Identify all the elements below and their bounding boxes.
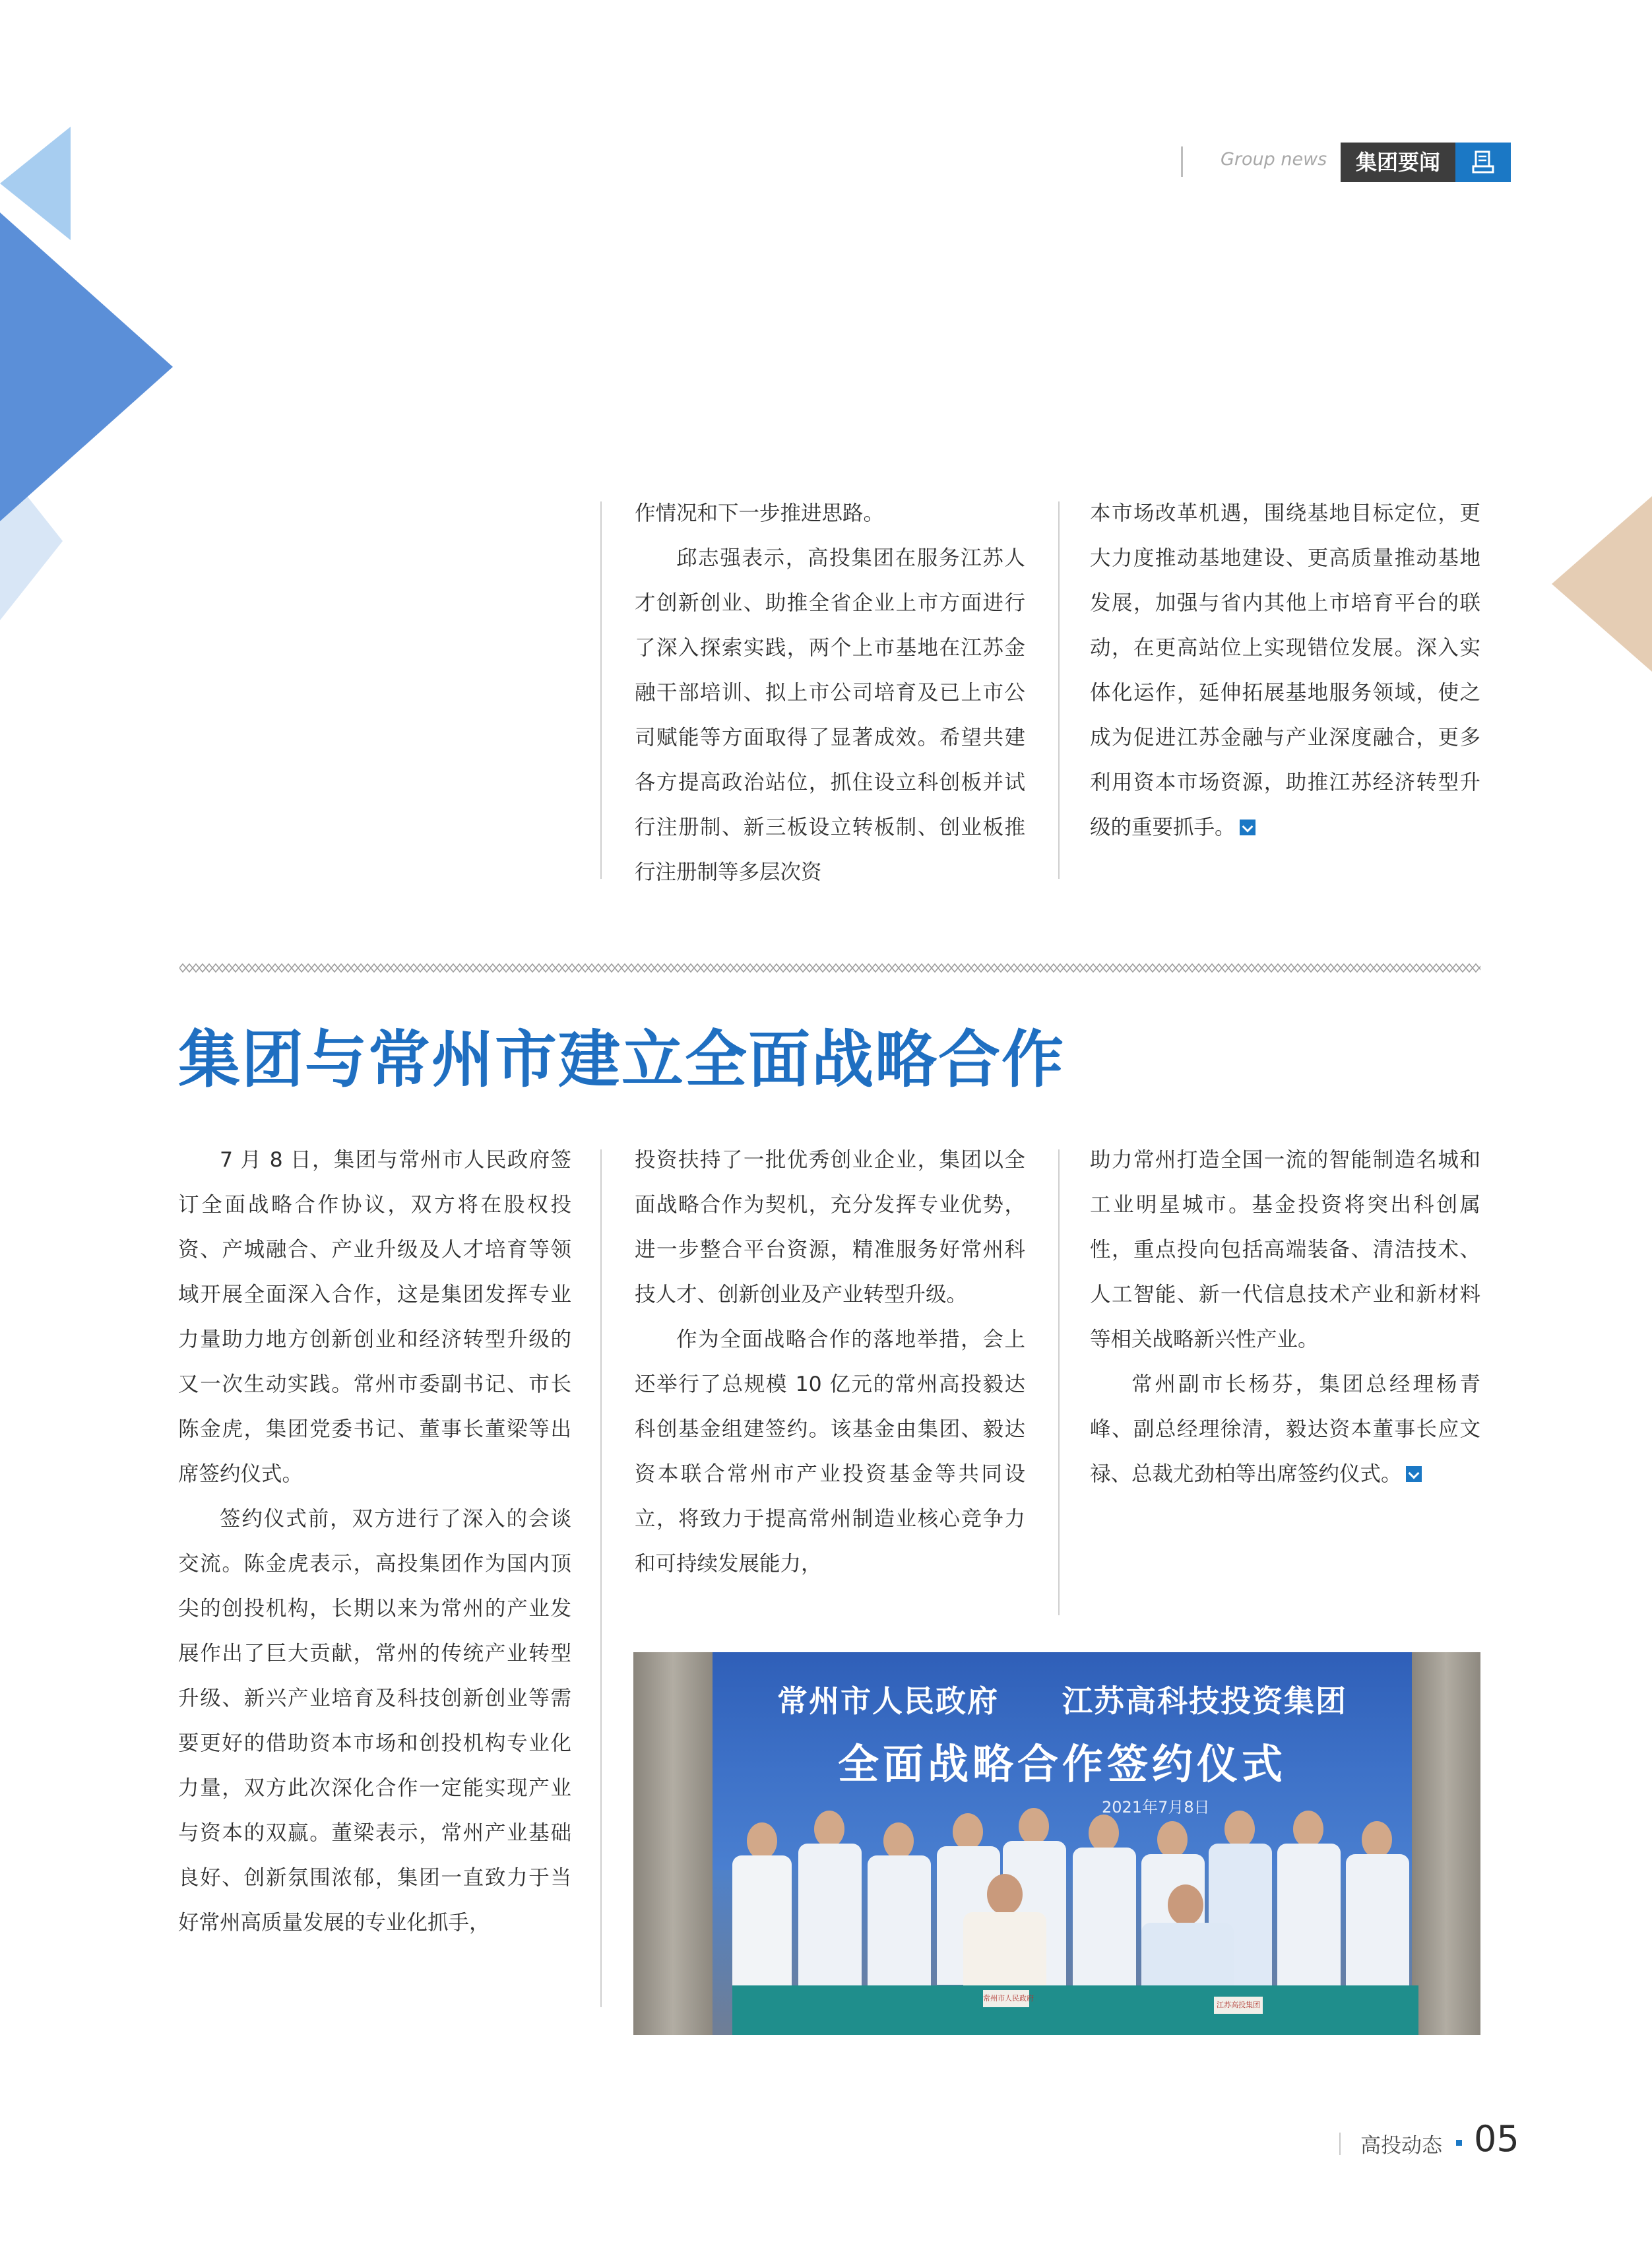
footer-magazine-name: 高投动态 [1360, 2134, 1442, 2158]
article-col2-para-1: 投资扶持了一批优秀创业企业，集团以全面战略合作为契机，充分发挥专业优势，进一步整合平台资源，精准服务好常州科技人才、创新创业及产业转型升级。 [635, 1148, 1025, 1306]
banner-date: 2021年7月8日 [1102, 1798, 1210, 1817]
header-divider [1181, 146, 1183, 177]
article-col3-para-1: 助力常州打造全国一流的智能制造名城和工业明星城市。基金投资将突出科创属性，重点投向包括高端装备、清洁技术、人工智能、新一代信息技术产业和新材料等相关战略新兴性产业。 [1090, 1148, 1480, 1351]
footer-bullet [1456, 2140, 1462, 2146]
article-end-icon [1240, 820, 1255, 835]
photo-curtain-right [1412, 1652, 1480, 2035]
article-title: 集团与常州市建立全面战略合作 [178, 1024, 1065, 1096]
article-col-3 [1090, 1138, 1480, 1496]
article-col-1 [178, 1138, 571, 1945]
column-rule-1 [600, 1149, 602, 2007]
article-col3-para-2: 常州副市长杨芬，集团总经理杨青峰、副总经理徐清，毅达资本董事长应文禄、总裁尤劲柏等出席签约仪式。 [1090, 1372, 1480, 1486]
prev-col1-para-1: 作情况和下一步推进思路。 [635, 501, 885, 525]
article-col-2 [635, 1138, 1025, 1586]
prev-article-col-2 [1090, 491, 1480, 850]
banner-organizers: 常州市人民政府 江苏高科技投资集团 [777, 1683, 1347, 1719]
footer-divider [1339, 2133, 1341, 2155]
page-number: 05 [1474, 2118, 1519, 2160]
signing-table [732, 1985, 1418, 2035]
prev-col2-para-1: 本市场改革机遇，围绕基地目标定位，更大力度推动基地建设、更高质量推动基地发展，加强与省内其他上市培育平台的联动，在更高站位上实现错位发展。深入实体化运作，延伸拓展基地服务领域，使之成为促进江苏金融与产业深度融合，更多利用资本市场资源，助推江苏经济转型升级的重要抓手。 [1090, 501, 1480, 839]
column-rule-prev-2 [1058, 501, 1060, 879]
news-icon [1455, 143, 1511, 182]
decor-triangle-large-blue [0, 212, 173, 521]
header-section-badge: 集团要闻 [1341, 143, 1455, 182]
name-card-right: 江苏高投集团 [1214, 1997, 1263, 2014]
column-rule-2 [1058, 1149, 1060, 1615]
column-rule-prev-1 [600, 501, 602, 879]
prev-col1-para-2: 邱志强表示，高投集团在服务江苏人才创新创业、助推全省企业上市方面进行了深入探索实践，两个上市基地在江苏金融干部培训、拟上市公司培育及已上市公司赋能等方面取得了显著成效。希望共建各方提高政治站位，抓住设立科创板并试行注册制、新三板设立转板制、创业板推行注册制等多层次资 [635, 546, 1025, 884]
photo-curtain-left [633, 1652, 713, 2035]
article-col1-para-2: 签约仪式前，双方进行了深入的会谈交流。陈金虎表示，高投集团作为国内顶尖的创投机构，长期以来为常州的产业发展作出了巨大贡献，常州的传统产业转型升级、新兴产业培育及科技创新创业等需要更好的借助资本市场和创投机构专业化力量，双方此次深化合作一定能实现产业与资本的双赢。董梁表示，常州产业基础良好、创新氛围浓郁，集团一直致力于当好常州高质量发展的专业化抓手， [178, 1507, 571, 1935]
header-section-en: Group news [1221, 149, 1327, 170]
article-end-icon [1406, 1466, 1422, 1482]
decor-triangle-right-tan [1552, 496, 1652, 672]
signing-ceremony-photo [633, 1652, 1480, 2035]
name-card-left: 常州市人民政府 [983, 1990, 1029, 2007]
banner-event-title: 全面战略合作签约仪式 [837, 1740, 1287, 1788]
article-col2-para-2: 作为全面战略合作的落地举措，会上还举行了总规模 10 亿元的常州高投毅达科创基金组建签约。该基金由集团、毅达资本联合常州市产业投资基金等共同设立，将致力于提高常州制造业核心竞争力和可持续发展能力， [635, 1328, 1025, 1576]
section-separator [179, 960, 1480, 976]
article-col1-para-1: 7 月 8 日，集团与常州市人民政府签订全面战略合作协议，双方将在股权投资、产城融合、产业升级及人才培育等领域开展全面深入合作，这是集团发挥专业力量助力地方创新创业和经济转型升级的又一次生动实践。常州市委副书记、市长陈金虎，集团党委书记、董事长董梁等出席签约仪式。 [178, 1148, 571, 1486]
prev-article-col-1 [635, 491, 1025, 895]
